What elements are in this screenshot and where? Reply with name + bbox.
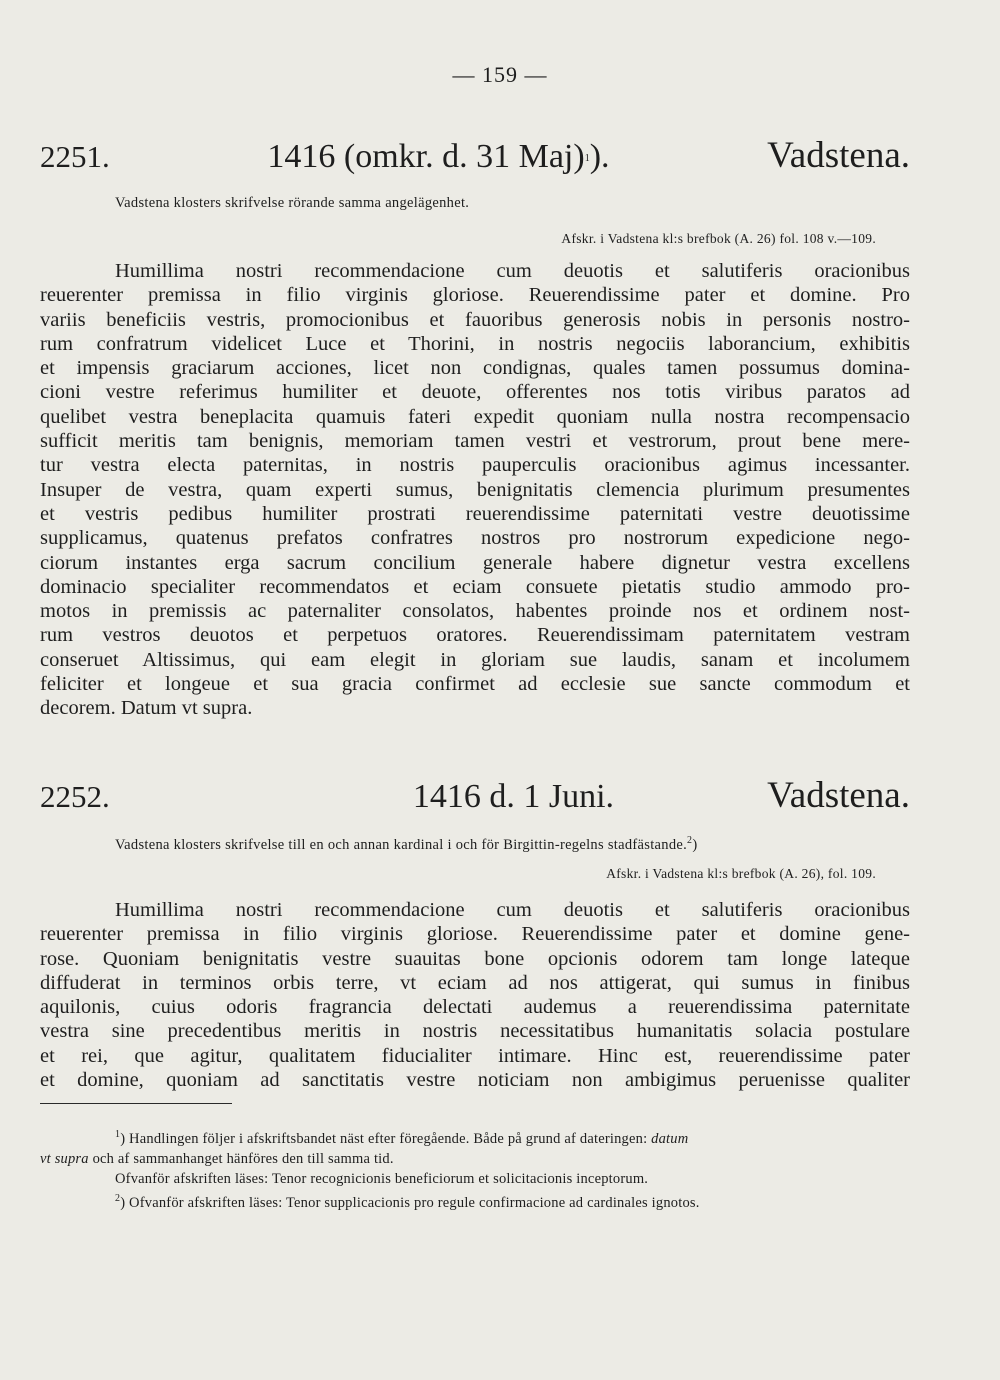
footnote-ref: 1: [584, 153, 590, 164]
text-line: Insuper de vestra, quam experti sumus, benignitatis clemencia plurimum presumentes: [40, 478, 910, 501]
text-line: aquilonis, cuius odoris fragrancia delectati audemus a reuerendissima paternitate: [40, 996, 910, 1019]
text-line: cioni vestre referimus humiliter et deuote, offerentes nos totis viribus paratos ad: [40, 381, 910, 404]
text-line: et vestris pedibus humiliter prostrati reuerendissime paternitati vestre deuotissime: [40, 502, 910, 525]
text-line: et impensis graciarum acciones, licet non condignas, quales tamen possumus domina-: [40, 357, 910, 380]
page-number: — 159 —: [452, 62, 548, 87]
text-line: reuerenter premissa in filio virginis gloriose. Reuerendissime pater et domine gene-: [40, 923, 910, 946]
entry-place: Vadstena.: [767, 775, 910, 816]
text-line: ciorum instantes erga sacrum concilium generale habere dignetur vestra excellens: [40, 551, 910, 574]
entry-body-2251: [40, 259, 910, 721]
footnote-mark: 1: [115, 1129, 121, 1140]
entry-source: Afskr. i Vadstena kl:s brefbok (A. 26) fol. 108 v.—109.: [561, 231, 876, 246]
entry-subtitle-text: Vadstena klosters skrifvelse till en och annan kardinal i och för Birgittin-regelns stadfästande.: [115, 837, 688, 853]
entry-number: 2252.: [40, 779, 110, 814]
text-line: quelibet vestra beneplacita quamuis fateri expedit quoniam nulla nostra recompensacio: [40, 405, 910, 428]
text-line: et domine, quoniam ad sanctitatis vestre noticiam non ambigimus peruenisse qualiter: [40, 1069, 910, 1092]
entry-body-2252: [40, 898, 910, 1092]
entry-date: [267, 138, 609, 176]
text-line: motos in premissis ac paternaliter consolatos, habentes proinde nos et ordinem nost-: [40, 600, 910, 623]
text-line: rum confratrum videlicet Luce et Thorini, in nostris negociis laborancium, exhibitis: [40, 332, 910, 355]
entry-date-text: 1416 (omkr. d. 31 Maj): [267, 138, 585, 175]
footnote-text: ) Handlingen följer i afskriftsbandet näst efter föregående. Både på grund af dateringen:: [120, 1131, 648, 1147]
footnote-line: [40, 1149, 910, 1169]
text-line: Humillima nostri recommendacione cum deuotis et salutiferis oracionibus: [115, 899, 910, 921]
text-line: dominacio specialiter recommendatos et eciam consuete pietatis studio ammodo pro-: [40, 575, 910, 598]
text-line: decorem. Datum vt supra.: [40, 697, 253, 720]
entry-subtitle: Vadstena klosters skrifvelse rörande samma angelägenhet.: [115, 195, 470, 211]
footnote-1: [40, 1125, 910, 1189]
footnote-line: [40, 1189, 910, 1213]
text-line: conseruet Altissimus, qui eam elegit in gloriam sue laudis, sanam et incolumem: [40, 648, 910, 671]
text-line: supplicamus, quatenus prefatos confratres nostros pro nostrorum expedicione nego-: [40, 527, 910, 550]
entry-date-suffix: ).: [589, 138, 610, 175]
text-line: rum vestros deuotos et perpetuos oratores. Reuerendissimam paternitatem vestram: [40, 624, 910, 647]
entry-source: Afskr. i Vadstena kl:s brefbok (A. 26), fol. 109.: [606, 866, 876, 881]
entry-subtitle-suffix: ): [692, 837, 698, 853]
text-line: diffuderat in terminos orbis terre, vt eciam ad nos attigerat, qui sumus in finibus: [40, 971, 910, 994]
footnote-ref: 2: [687, 835, 693, 846]
entry-number: 2251.: [40, 139, 110, 174]
text-line: feliciter et longeue et sua gracia confirmet ad ecclesie sue sancte commodum et: [40, 673, 910, 696]
footnote-italic: datum: [651, 1131, 689, 1147]
footnote-text: ) Ofvanför afskriften läses: Tenor supplicacionis pro regule confirmacione ad cardinales ignotos.: [120, 1195, 700, 1211]
footnote-mark: 2: [115, 1193, 121, 1204]
text-line: sufficit meritis tam benignis, memoriam tamen vestri et vestrorum, prout bene mere-: [40, 430, 910, 453]
footnote-line: [40, 1125, 910, 1149]
entry-heading-2251: [40, 134, 910, 177]
text-line: et rei, que agitur, qualitatem fiducialiter intimare. Hinc est, reuerendissime pater: [40, 1044, 910, 1067]
footnote-italic: vt supra: [40, 1151, 89, 1167]
entry-heading-2252: [40, 774, 910, 817]
footnote-line: Ofvanför afskriften läses: Tenor recognicionis beneficiorum et solicitacionis inceptorum.: [115, 1171, 649, 1187]
entry-subtitle: [115, 835, 925, 854]
entry-date: 1416 d. 1 Juni.: [412, 778, 615, 815]
footnote-text: och af sammanhanget hänföres den till samma tid.: [92, 1151, 394, 1167]
text-line: reuerenter premissa in filio virginis gloriose. Reuerendissime pater et domine. Pro: [40, 284, 910, 307]
text-line: vestra sine precedentibus meritis in nostris necessitatibus humanitatis solacia postulare: [40, 1020, 910, 1043]
text-line: Humillima nostri recommendacione cum deuotis et salutiferis oracionibus: [115, 260, 910, 282]
footnote-divider: [40, 1103, 232, 1104]
text-line: tur vestra electa paternitas, in nostris pauperculis oracionibus agimus incessanter.: [40, 454, 910, 477]
text-line: rose. Quoniam benignitatis vestre suauitas bone opcionis odorem tam longe lateque: [40, 947, 910, 970]
footnote-2: [40, 1189, 910, 1213]
entry-place: Vadstena.: [767, 135, 910, 176]
text-line: variis beneficiis vestris, promocionibus et fauoribus generosis nobis in personis nostro-: [40, 308, 910, 331]
